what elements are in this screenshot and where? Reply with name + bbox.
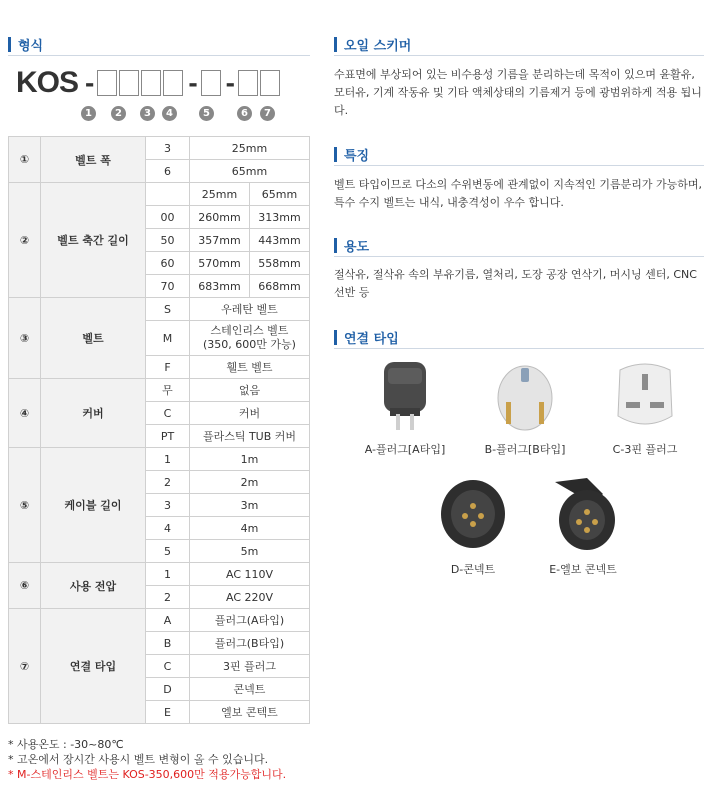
value-cell: 683mm <box>190 275 250 298</box>
code-cell: 4 <box>146 517 190 540</box>
usage-description: 절삭유, 절삭유 속의 부유기름, 열처리, 도장 공장 연삭기, 머시닝 센터, CNC선반 등 <box>334 268 697 299</box>
row-number: ⑥ <box>9 563 41 609</box>
value-cell: 4m <box>190 517 310 540</box>
connector-d-image <box>435 474 511 554</box>
code-cell: E <box>146 701 190 724</box>
table-row <box>9 298 310 321</box>
value-cell: 65mm <box>190 160 310 183</box>
section-title-connection-type <box>334 328 399 347</box>
section-bar <box>334 330 337 345</box>
row-item: 커버 <box>41 379 146 448</box>
features-description: 벨트 타입이므로 다소의 수위변동에 관계없이 지속적인 기름분리가 가능하며, 특수 수지 벨트는 내식, 내충격성이 우수 합니다. <box>334 178 703 209</box>
notes <box>8 737 308 782</box>
model-dash: - <box>85 67 95 98</box>
code-cell: A <box>146 609 190 632</box>
value-cell: 3m <box>190 494 310 517</box>
section-title-features <box>334 145 369 164</box>
product-e-elbow-connector <box>528 474 638 577</box>
model-code <box>16 66 282 100</box>
section-title-text: 용도 <box>344 240 370 255</box>
table-row <box>9 183 310 206</box>
note-line-warning: * M-스테인리스 벨트는 KOS-350,600만 적용가능합니다. <box>8 768 287 781</box>
value-cell: 없음 <box>190 379 310 402</box>
table-row <box>9 379 310 402</box>
model-dash: - <box>188 67 198 98</box>
code-cell: PT <box>146 425 190 448</box>
value-cell: AC 110V <box>190 563 310 586</box>
code-cell: F <box>146 356 190 379</box>
value-cell: 플러그(A타입) <box>190 609 310 632</box>
model-dash: - <box>225 67 235 98</box>
code-cell: M <box>146 321 190 356</box>
section-title-text: 형식 <box>18 39 44 54</box>
code-box-7 <box>260 70 280 96</box>
plug-b-image <box>490 358 560 434</box>
product-d-connector <box>418 474 528 577</box>
subheader-cell: 65mm <box>249 183 309 206</box>
value-cell: 25mm <box>190 137 310 160</box>
section-bar <box>334 147 337 162</box>
code-cell: 70 <box>146 275 190 298</box>
product-label: E-엘보 콘넥트 <box>549 563 617 576</box>
row-item: 벨트 축간 길이 <box>41 183 146 298</box>
code-cell: B <box>146 632 190 655</box>
row-item: 연결 타입 <box>41 609 146 724</box>
value-cell: 우레탄 벨트 <box>190 298 310 321</box>
code-box-4 <box>163 70 183 96</box>
code-cell: D <box>146 678 190 701</box>
note-line: * 사용온도 : -30~80℃ <box>8 738 124 751</box>
table-row <box>9 563 310 586</box>
code-cell: 3 <box>146 494 190 517</box>
row-number: ② <box>9 183 41 298</box>
code-cell: C <box>146 655 190 678</box>
value-cell: 2m <box>190 471 310 494</box>
product-b-plug <box>470 358 580 457</box>
row-number: ④ <box>9 379 41 448</box>
code-cell: 1 <box>146 563 190 586</box>
divider <box>334 348 704 349</box>
value-cell: 668mm <box>249 275 309 298</box>
code-cell: 무 <box>146 379 190 402</box>
value-cell: 플라스틱 TUB 커버 <box>190 425 310 448</box>
code-cell: 5 <box>146 540 190 563</box>
divider <box>334 256 704 257</box>
section-bar <box>334 238 337 253</box>
value-cell: 313mm <box>249 206 309 229</box>
product-c-3pin-plug <box>590 358 700 457</box>
code-cell: 00 <box>146 206 190 229</box>
section-title-text: 연결 타입 <box>344 332 399 347</box>
code-cell: 60 <box>146 252 190 275</box>
section-title-text: 오일 스키머 <box>344 39 412 54</box>
plug-c-image <box>610 358 680 434</box>
value-cell: 570mm <box>190 252 250 275</box>
marker-5: 5 <box>199 106 214 121</box>
note-line: * 고온에서 장시간 사용시 벨트 변형이 올 수 있습니다. <box>8 753 269 766</box>
product-label: A-플러그[A타입] <box>364 443 446 456</box>
row-item: 벨트 폭 <box>41 137 146 183</box>
code-box-6 <box>238 70 258 96</box>
value-cell: 콘넥트 <box>190 678 310 701</box>
marker-7: 7 <box>260 106 275 121</box>
table-row <box>9 137 310 160</box>
product-label: D-콘넥트 <box>450 563 496 576</box>
code-box-2 <box>119 70 139 96</box>
code-cell: S <box>146 298 190 321</box>
code-cell <box>146 183 190 206</box>
table-row <box>9 609 310 632</box>
value-cell: 휄트 벨트 <box>190 356 310 379</box>
product-a-plug <box>350 358 460 457</box>
value-cell: AC 220V <box>190 586 310 609</box>
row-number: ⑤ <box>9 448 41 563</box>
section-title-text: 특징 <box>344 149 370 164</box>
code-box-5 <box>201 70 221 96</box>
section-title-usage <box>334 236 369 255</box>
section-bar <box>8 37 11 52</box>
section-bar <box>334 37 337 52</box>
row-number: ① <box>9 137 41 183</box>
section-title-format <box>8 35 43 54</box>
connector-e-image <box>543 474 623 554</box>
code-cell: C <box>146 402 190 425</box>
model-prefix: KOS <box>16 66 79 99</box>
code-cell: 6 <box>146 160 190 183</box>
marker-2: 2 <box>111 106 126 121</box>
product-label: C-3핀 플러그 <box>612 443 678 456</box>
section-title-oil-skimmer <box>334 35 411 54</box>
marker-1: 1 <box>81 106 96 121</box>
divider <box>334 165 704 166</box>
subheader-cell: 25mm <box>190 183 250 206</box>
code-cell: 50 <box>146 229 190 252</box>
marker-6: 6 <box>237 106 252 121</box>
value-cell: 443mm <box>249 229 309 252</box>
spec-table <box>8 136 310 724</box>
divider <box>334 55 704 56</box>
product-label: B-플러그[B타입] <box>484 443 566 456</box>
value-cell: 357mm <box>190 229 250 252</box>
marker-4: 4 <box>162 106 177 121</box>
code-cell: 2 <box>146 471 190 494</box>
value-cell: 558mm <box>249 252 309 275</box>
value-cell: 스테인리스 벨트 (350, 600만 가능) <box>190 321 310 356</box>
code-position-markers <box>0 106 300 124</box>
value-cell: 3핀 플러그 <box>190 655 310 678</box>
value-cell: 260mm <box>190 206 250 229</box>
plug-a-image <box>370 358 440 434</box>
marker-3: 3 <box>140 106 155 121</box>
value-cell: 1m <box>190 448 310 471</box>
code-cell: 2 <box>146 586 190 609</box>
value-cell: 5m <box>190 540 310 563</box>
row-item: 케이블 길이 <box>41 448 146 563</box>
value-cell: 플러그(B타입) <box>190 632 310 655</box>
code-box-3 <box>141 70 161 96</box>
code-box-1 <box>97 70 117 96</box>
value-cell: 커버 <box>190 402 310 425</box>
table-row <box>9 448 310 471</box>
row-number: ⑦ <box>9 609 41 724</box>
divider <box>8 55 310 56</box>
code-cell: 3 <box>146 137 190 160</box>
row-item: 사용 전압 <box>41 563 146 609</box>
value-cell: 엘보 콘텍트 <box>190 701 310 724</box>
oil-skimmer-description: 수표면에 부상되어 있는 비수용성 기름을 분리하는데 목적이 있으며 윤활유, 모터유, 기계 작동유 및 기타 액체상태의 기름제거 등에 광범위하게 적용 됩니다. <box>334 68 702 117</box>
code-cell: 1 <box>146 448 190 471</box>
row-number: ③ <box>9 298 41 379</box>
row-item: 벨트 <box>41 298 146 379</box>
